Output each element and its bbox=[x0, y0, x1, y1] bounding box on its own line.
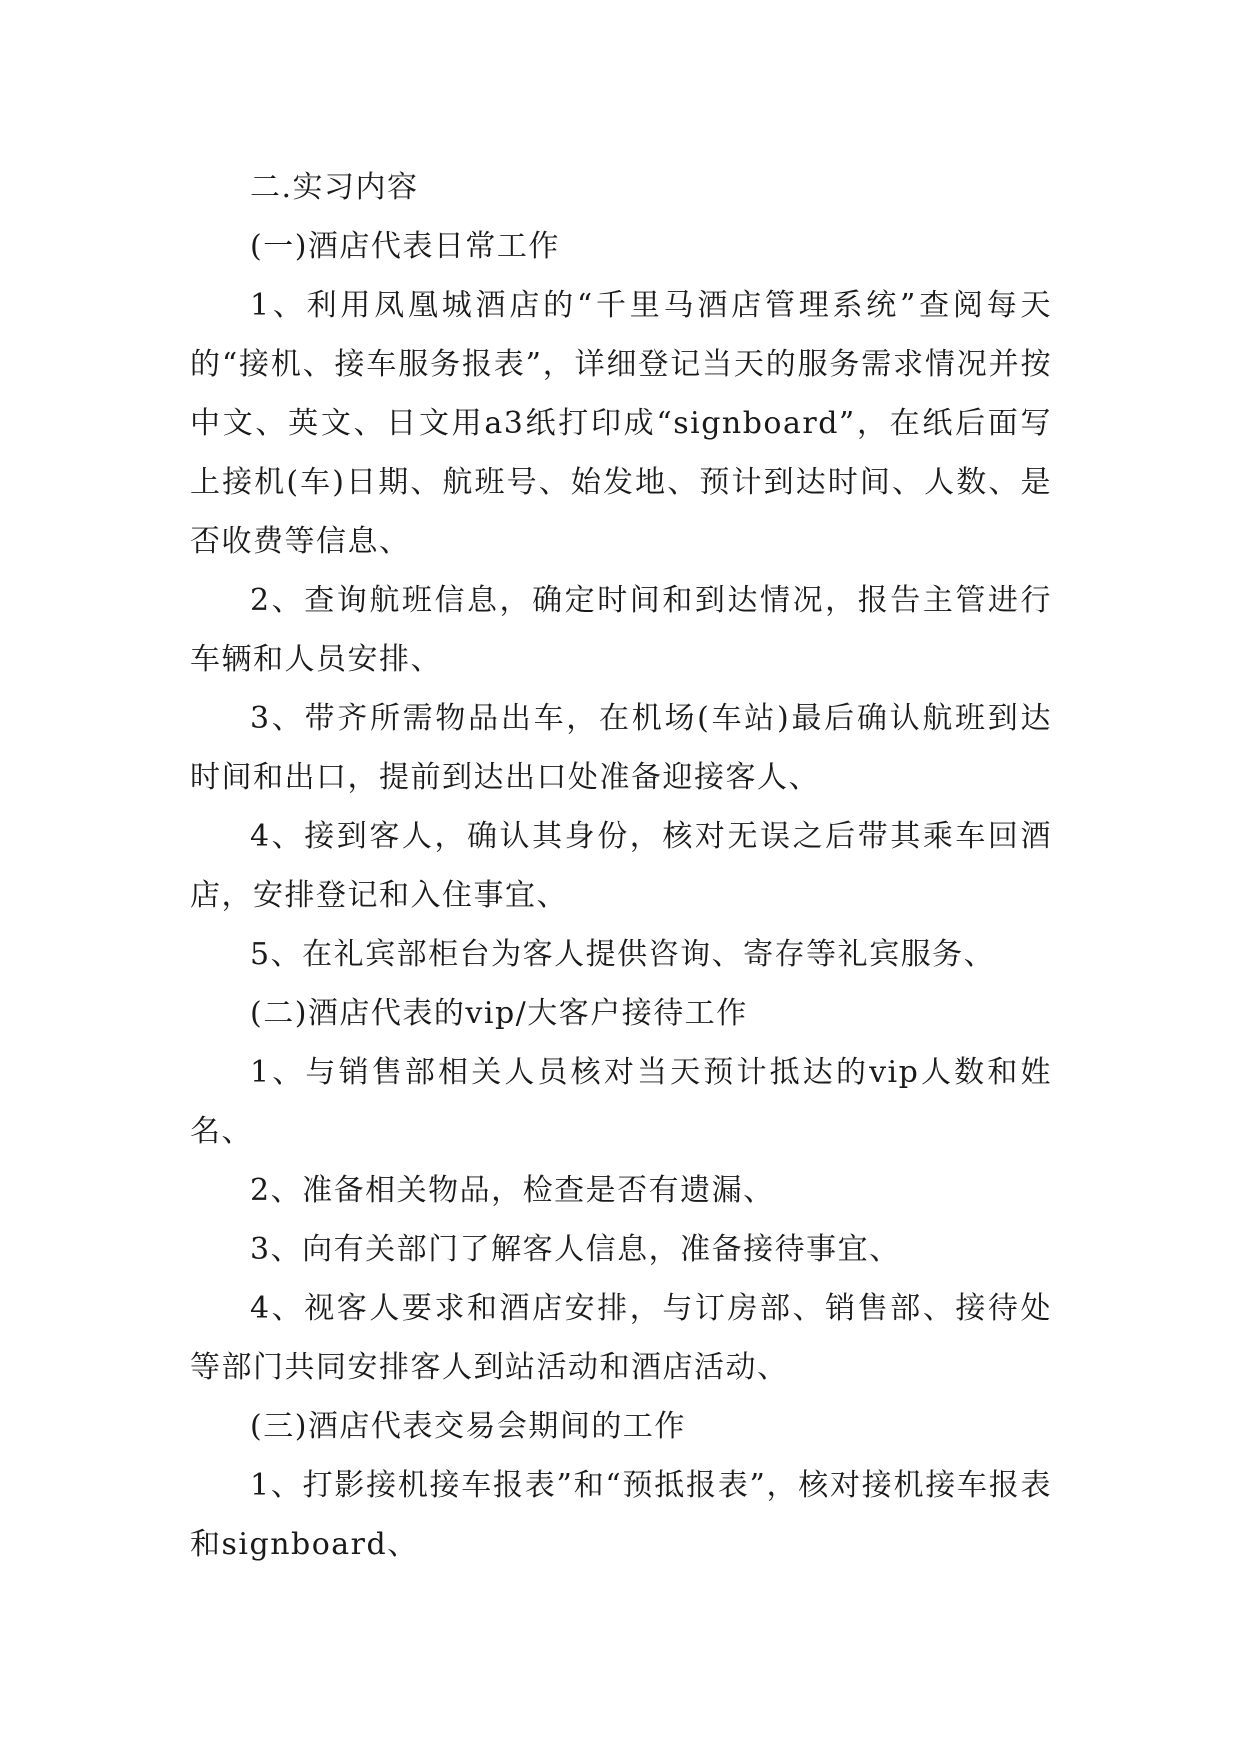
subsection-heading: (三)酒店代表交易会期间的工作 bbox=[250, 1409, 686, 1444]
section-heading: 二.实习内容 bbox=[250, 170, 419, 205]
paragraph: 2、查询航班信息，确定时间和到达情况，报告主管进行车辆和人员安排、 bbox=[190, 583, 1052, 677]
paragraph: 2、准备相关物品，检查是否有遗漏、 bbox=[250, 1173, 775, 1208]
subsection-heading: (一)酒店代表日常工作 bbox=[250, 229, 560, 264]
paragraph: 1、利用凤凰城酒店的“千里马酒店管理系统”查阅每天的“接机、接车服务报表”，详细登记当天的服务需求情况并按中文、英文、日文用a3纸打印成“signboard”，在纸后面写上接机(车)日期、航班号、始发地、预计到达时间、人数、是否收费等信息、 bbox=[190, 288, 1052, 559]
paragraph: 1、打影接机接车报表”和“预抵报表”，核对接机接车报表和signboard、 bbox=[190, 1468, 1052, 1562]
subsection-heading: (二)酒店代表的vip/大客户接待工作 bbox=[250, 996, 748, 1031]
paragraph: 4、接到客人，确认其身份，核对无误之后带其乘车回酒店，安排登记和入住事宜、 bbox=[190, 819, 1052, 913]
paragraph: 4、视客人要求和酒店安排，与订房部、销售部、接待处等部门共同安排客人到站活动和酒店活动、 bbox=[190, 1291, 1052, 1385]
paragraph: 5、在礼宾部柜台为客人提供咨询、寄存等礼宾服务、 bbox=[250, 937, 996, 972]
paragraph: 3、向有关部门了解客人信息，准备接待事宜、 bbox=[250, 1232, 901, 1267]
document-body bbox=[190, 158, 1052, 1574]
paragraph: 3、带齐所需物品出车，在机场(车站)最后确认航班到达时间和出口，提前到达出口处准备迎接客人、 bbox=[190, 701, 1052, 795]
paragraph: 1、与销售部相关人员核对当天预计抵达的vip人数和姓名、 bbox=[190, 1055, 1052, 1149]
